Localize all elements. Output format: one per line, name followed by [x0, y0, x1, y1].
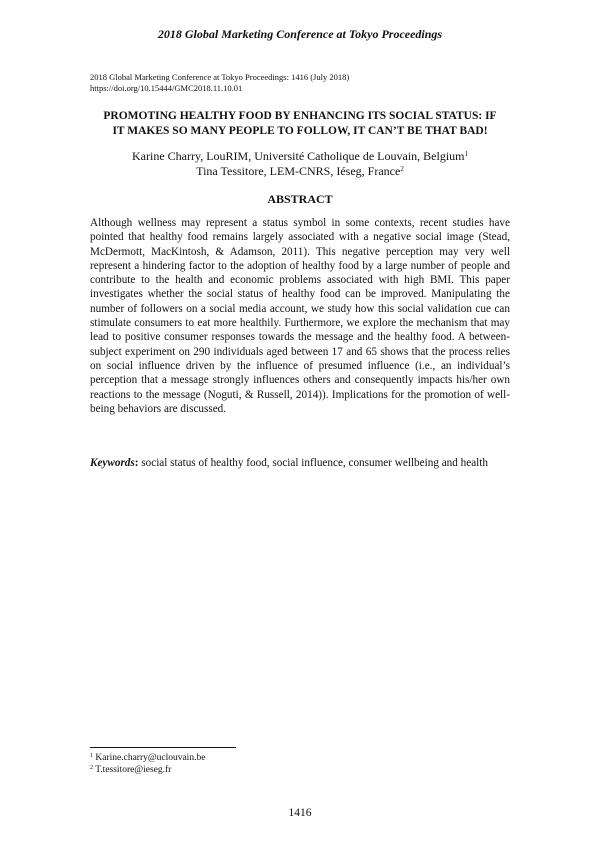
- abstract-body: Although wellness may represent a status symbol in some contexts, recent studies have pointed that healthy food remains largely associated with a negative social image (Stead, McDermott, MacKintosh, & Adamson, 2011). This negative perception may very well represent a hindering factor to the adoption of healthy food by a large number of people and contribute to the health and economic problems associated with high BMI. This paper investigates whether the social status of healthy food can be improved. Manipulating the number of followers on a social media account, we study how this social validation cue can stimulate consumers to eat more healthily. Furthermore, we explore the mechanism that may lead to positive consumer responses towards the message and the healthy food. A between-subject experiment on 290 individuals aged between 17 and 65 shows that the process relies on social influence driven by the influence of presumed influence (i.e., an individual’s perception that a message strongly influences others and consequently impacts his/her own reactions to the message (Noguti, & Russell, 2014)). Implications for the promotion of well-being behaviors are discussed.: [90, 217, 510, 415]
- footnote-2-mark: 2: [90, 765, 93, 771]
- author-2-affiliation: Tina Tessitore, LEM-CNRS, Iéseg, France: [196, 164, 401, 178]
- page-number: 1416: [288, 807, 312, 819]
- footnote-2-email[interactable]: T.tessitore@ieseg.fr: [93, 765, 172, 775]
- title-line-2: IT MAKES SO MANY PEOPLE TO FOLLOW, IT CAN’T BE THAT BAD!: [112, 125, 488, 137]
- footnote-mark-2: 2: [400, 165, 404, 173]
- citation-line: 2018 Global Marketing Conference at Tokyo Proceedings: 1416 (July 2018): [90, 72, 350, 82]
- footnote-1: [90, 752, 510, 764]
- citation-block: [90, 72, 510, 94]
- footnote-mark-1: 1: [464, 150, 468, 158]
- keywords-label: Keywords: [90, 457, 135, 469]
- keywords-text: social status of healthy food, social influence, consumer wellbeing and health: [138, 457, 488, 469]
- doi-link[interactable]: https://doi.org/10.15444/GMC2018.11.10.01: [90, 83, 243, 93]
- keywords-separator: :: [134, 457, 139, 469]
- paper-title: [90, 109, 510, 139]
- author-2: [90, 164, 510, 179]
- author-1-affiliation: Karine Charry, LouRIM, Université Catholique de Louvain, Belgium: [132, 149, 465, 163]
- author-list: [90, 149, 510, 179]
- footnotes: [90, 752, 510, 776]
- keywords: [90, 456, 510, 470]
- footnote-1-email[interactable]: Karine.charry@uclouvain.be: [93, 753, 206, 763]
- abstract-heading: ABSTRACT: [267, 192, 333, 206]
- footnote-2: [90, 764, 510, 776]
- author-1: [90, 149, 510, 164]
- running-header: 2018 Global Marketing Conference at Tokyo Proceedings: [157, 27, 443, 41]
- footnote-divider: [90, 747, 236, 748]
- title-line-1: PROMOTING HEALTHY FOOD BY ENHANCING ITS SOCIAL STATUS: IF: [103, 110, 497, 122]
- footnote-1-mark: 1: [90, 753, 93, 759]
